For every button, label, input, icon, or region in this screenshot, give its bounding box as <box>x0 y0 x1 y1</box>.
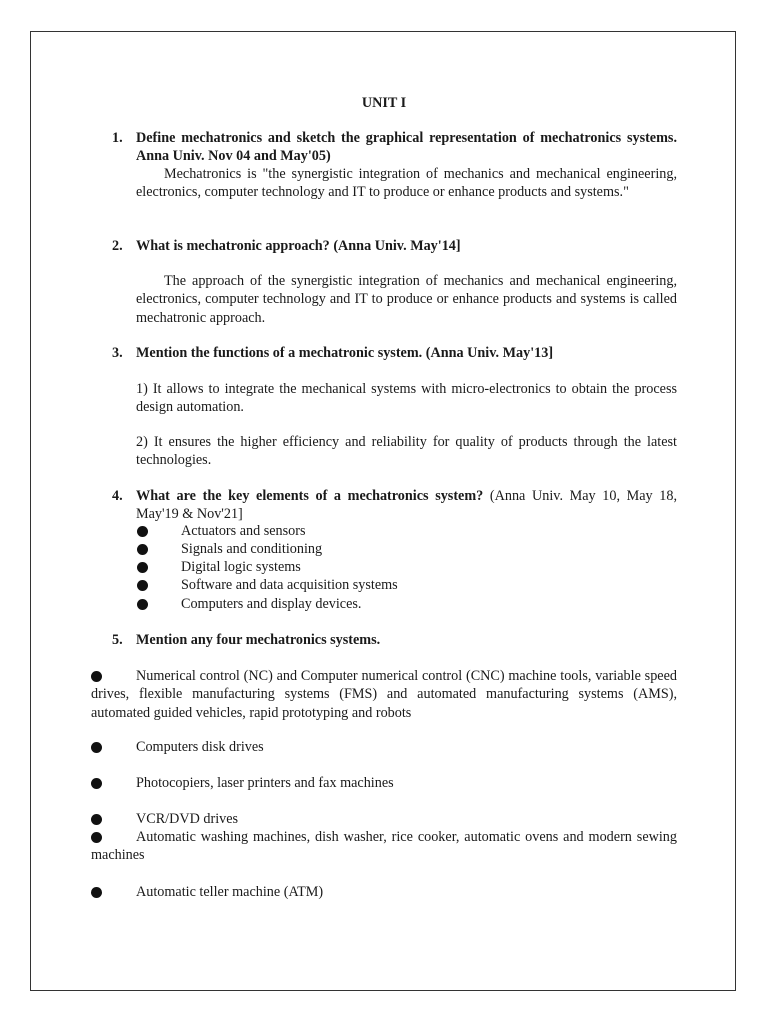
q1-answer: Mechatronics is "the synergistic integration of mechanics and mechanical engineering, electronics, computer technology and IT to produce or enhance products and systems." <box>136 166 677 201</box>
bullet-icon <box>91 778 102 789</box>
q5-bullet-4: VCR/DVD drives <box>136 811 239 827</box>
bullet-icon <box>137 599 148 610</box>
q2-question: What is mechatronic approach? (Anna Univ. May'14] <box>136 238 461 254</box>
q5-bullet-6: Automatic teller machine (ATM) <box>136 884 324 900</box>
bullet-icon <box>137 580 148 591</box>
q4-question-block <box>136 487 677 524</box>
q4-reference: (Anna Univ. May 10, May 18, May'19 & Nov'21] <box>136 488 677 523</box>
q1-number: 1. <box>112 130 123 146</box>
q4-number: 4. <box>112 488 123 504</box>
bullet-icon <box>137 544 148 555</box>
q1-question: Define mechatronics and sketch the graphical representation of mechatronics systems. Anna Univ. Nov 04 and May'05) <box>136 130 677 165</box>
q4-bullet-5: Computers and display devices. <box>181 596 362 612</box>
q2-number: 2. <box>112 238 123 254</box>
q4-bullet-1: Actuators and sensors <box>181 523 306 539</box>
bullet-icon <box>137 562 148 573</box>
q5-bullet-1: Numerical control (NC) and Computer numerical control (CNC) machine tools, variable speed drives, flexible manufacturing systems (FMS) and automated manufacturing systems (AMS), automated guided vehicles, rapid prototyping and robots <box>91 668 677 721</box>
q5-bullet-5: Automatic washing machines, dish washer, rice cooker, automatic ovens and modern sewing machines <box>91 829 677 864</box>
bullet-icon <box>91 887 102 898</box>
q3-point-1: 1) It allows to integrate the mechanical systems with micro-electronics to obtain the process design automation. <box>136 381 677 416</box>
q3-number: 3. <box>112 345 123 361</box>
bullet-icon <box>91 814 102 825</box>
q5-number: 5. <box>112 632 123 648</box>
q4-bullet-4: Software and data acquisition systems <box>181 577 398 593</box>
q5-bullet-3: Photocopiers, laser printers and fax machines <box>136 775 394 791</box>
q4-bullet-2: Signals and conditioning <box>181 541 323 557</box>
bullet-icon <box>91 742 102 753</box>
bullet-icon <box>137 526 148 537</box>
unit-title: UNIT I <box>361 95 407 111</box>
q4-bullet-3: Digital logic systems <box>181 559 301 575</box>
q5-question: Mention any four mechatronics systems. <box>136 632 381 648</box>
q4-question: What are the key elements of a mechatronics system? <box>136 488 484 504</box>
q2-answer: The approach of the synergistic integration of mechanics and mechanical engineering, electronics, computer technology and IT to produce or enhance products and systems is called mechatronic approach. <box>136 273 677 326</box>
q5-bullet-2: Computers disk drives <box>136 739 264 755</box>
q3-point-2: 2) It ensures the higher efficiency and reliability for quality of products through the latest technologies. <box>136 434 677 469</box>
q3-question: Mention the functions of a mechatronic system. (Anna Univ. May'13] <box>136 345 554 361</box>
